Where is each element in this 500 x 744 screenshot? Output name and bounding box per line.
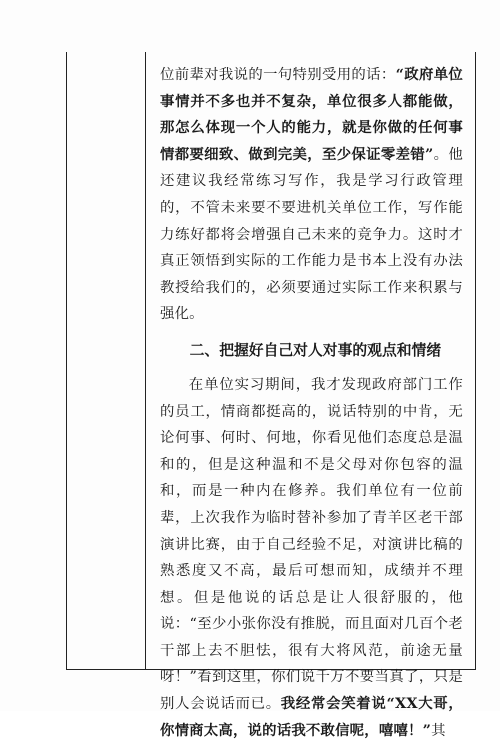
paragraph-emotion-end: 其 [431,722,446,739]
table-content-cell [146,52,477,739]
section-heading: 二、把握好自己对人对事的观点和情绪 [189,341,442,359]
table-label-column [67,52,146,669]
paragraph-advice-quote: “政府单位事情并不多也并不复杂，单位很多人都能做，那怎么体现一个人的能力，就是你做的任何事情都要细致、做到完美，至少保证零差错” [160,66,464,163]
paragraph-advice-lead: 位前辈对我说的一句特别受用的话： [160,67,396,83]
paragraph-emotion [160,372,463,744]
paragraph-advice [160,62,463,328]
paragraph-advice-rest: 。他还建议我经常练习写作，我是学习行政管理的，不管未来要不要进机关单位工作，写作能力练好都将会增强自己未来的竞争力。这时才真正领悟到实际的工作能力是书本上没有办法教授给我们的，必须要通过实际工作来积累与强化。 [160,146,463,323]
paragraph-emotion-text: 在单位实习期间，我才发现政府部门工作的员工，情商都挺高的，说话特别的中肯，无论何事、何时、何地，你看见他们态度总是温和的，但是这种温和不是父母对你包容的温和，而是一种内在修养。我们单位有一位前辈，上次我作为临时替补参加了青羊区老干部演讲比赛，由于自己经验不足，对演讲比稿的熟悉度又不高，最后可想而知，成绩并不理想。但是他说的话总是让人很舒服的，他说：“至少小张你没有推脱，而且面对几百个老干部上去不胆怯，很有大将风范，前途无量呀！”看到这里，你们说千万不要当真了，只是别人会说话而已。 [160,376,463,713]
paragraph-emotion-bold: 我经常会笑着说“XX大哥，你情商太高，说的话我不敢信呢，嘻嘻！” [160,695,463,739]
report-table [66,52,476,739]
